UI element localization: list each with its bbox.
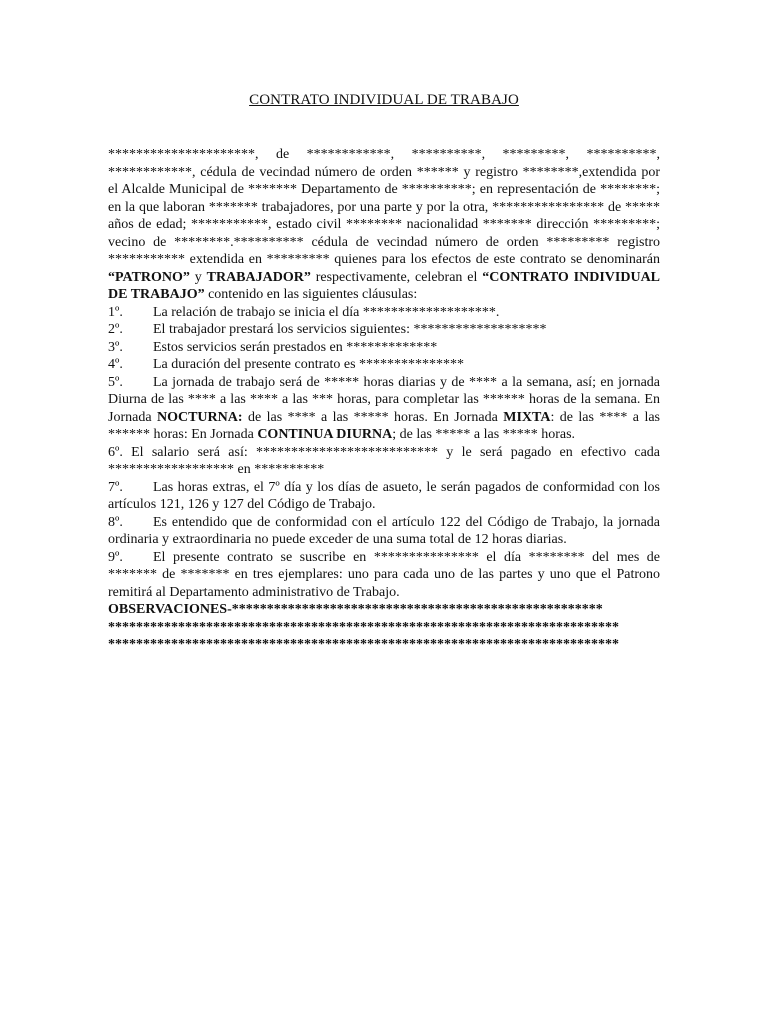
clause-number: 4º.: [108, 357, 123, 372]
intro-resp: respectivamente, celebran el: [310, 269, 483, 285]
clause-text: La duración del presente contrato es ***************: [153, 357, 465, 372]
clause-number: 7º.: [108, 479, 123, 495]
clause-text: de las **** a las ***** horas. En Jornada: [242, 409, 504, 425]
observaciones-stars-line: *************************************************************************: [108, 619, 619, 635]
trabajador-term: TRABAJADOR”: [206, 269, 311, 285]
clause-number: 6º.: [108, 444, 123, 460]
clause-text: La relación de trabajo se inicia el día *******************.: [153, 304, 500, 320]
clause-number: 9º.: [108, 549, 123, 565]
clause-2: [108, 321, 660, 339]
clause-8: [108, 514, 660, 549]
continua-diurna-term: CONTINUA DIURNA: [257, 427, 393, 442]
intro-and: y: [189, 269, 207, 285]
clause-number: 2º.: [108, 322, 123, 337]
mixta-term: MIXTA: [503, 409, 551, 425]
intro-text: *********************, de ************, **********, *********, **********, ************, cédula de vecindad número de orden ****** y registro ********,extendida por el Alcalde Municipal de ******* Departamento de **********; en representación de ********; en la que laboran ******* trabajadores, por una parte y por la otra, **************** de ***** años de edad; ***********, estado civil ******** nacionalidad ******* dirección *********; vecino de ********.********** cédula de vecindad número de orden ********* registro *********** extendida en ********* quienes para los efectos de este contrato se denominarán: [108, 147, 660, 267]
clause-7: [108, 479, 660, 514]
observaciones-stars-line: *************************************************************************: [108, 637, 619, 652]
clause-text: ; de las ***** a las ***** horas.: [392, 427, 576, 442]
clause-text: El salario será así: ************************** y le será pagado en efectivo cada ****************** en **********: [108, 444, 660, 477]
clause-4: [108, 356, 660, 374]
intro-tail: contenido en las siguientes cláusulas:: [204, 287, 418, 302]
clause-text: La jornada de trabajo será de ***** horas diarias y de **** a la semana, así; en jornada Diurna de las **** a las **** a las *** horas, para completar las ****** horas de la semana. En Jornada: [108, 374, 660, 425]
clause-1: [108, 304, 660, 322]
clause-text: El trabajador prestará los servicios siguientes: *******************: [153, 322, 547, 337]
nocturna-term: NOCTURNA:: [156, 409, 243, 425]
observaciones-stars: -*****************************************************: [227, 602, 603, 617]
clause-number: 8º.: [108, 514, 123, 530]
clause-number: 5º.: [108, 374, 123, 390]
patrono-term: “PATRONO”: [108, 269, 190, 285]
contract-name: “CONTRATO INDIVIDUAL DE TRABAJO”: [108, 269, 661, 302]
document-body: [108, 146, 660, 654]
observaciones-line: [108, 601, 660, 619]
clause-text: El presente contrato se suscribe en *************** el día ******** del mes de ******* de ******* en tres ejemplares: uno para cada uno de las partes y uno que el Patrono remitirá al Departamento administrativo de Trabajo.: [108, 549, 660, 600]
clause-text: Las horas extras, el 7º día y los días de asueto, le serán pagados de conformidad con los artículos 121, 126 y 127 del Código de Trabajo.: [108, 479, 660, 512]
clause-5: [108, 374, 660, 444]
clause-text: Estos servicios serán prestados en *************: [153, 339, 438, 355]
clause-9: [108, 549, 660, 602]
clause-number: 3º.: [108, 339, 123, 355]
clause-text: : de las **** a las ****** horas: En Jornada: [108, 409, 660, 442]
document-title: CONTRATO INDIVIDUAL DE TRABAJO: [249, 92, 519, 108]
intro-paragraph: [108, 146, 660, 304]
clause-number: 1º.: [108, 304, 123, 320]
clause-6: [108, 444, 660, 479]
observaciones-label: OBSERVACIONES: [108, 602, 228, 617]
clause-text: Es entendido que de conformidad con el artículo 122 del Código de Trabajo, la jornada ordinaria y extraordinaria no puede exceder de una suma total de 12 horas diarias.: [108, 514, 660, 547]
clause-3: [108, 339, 660, 357]
